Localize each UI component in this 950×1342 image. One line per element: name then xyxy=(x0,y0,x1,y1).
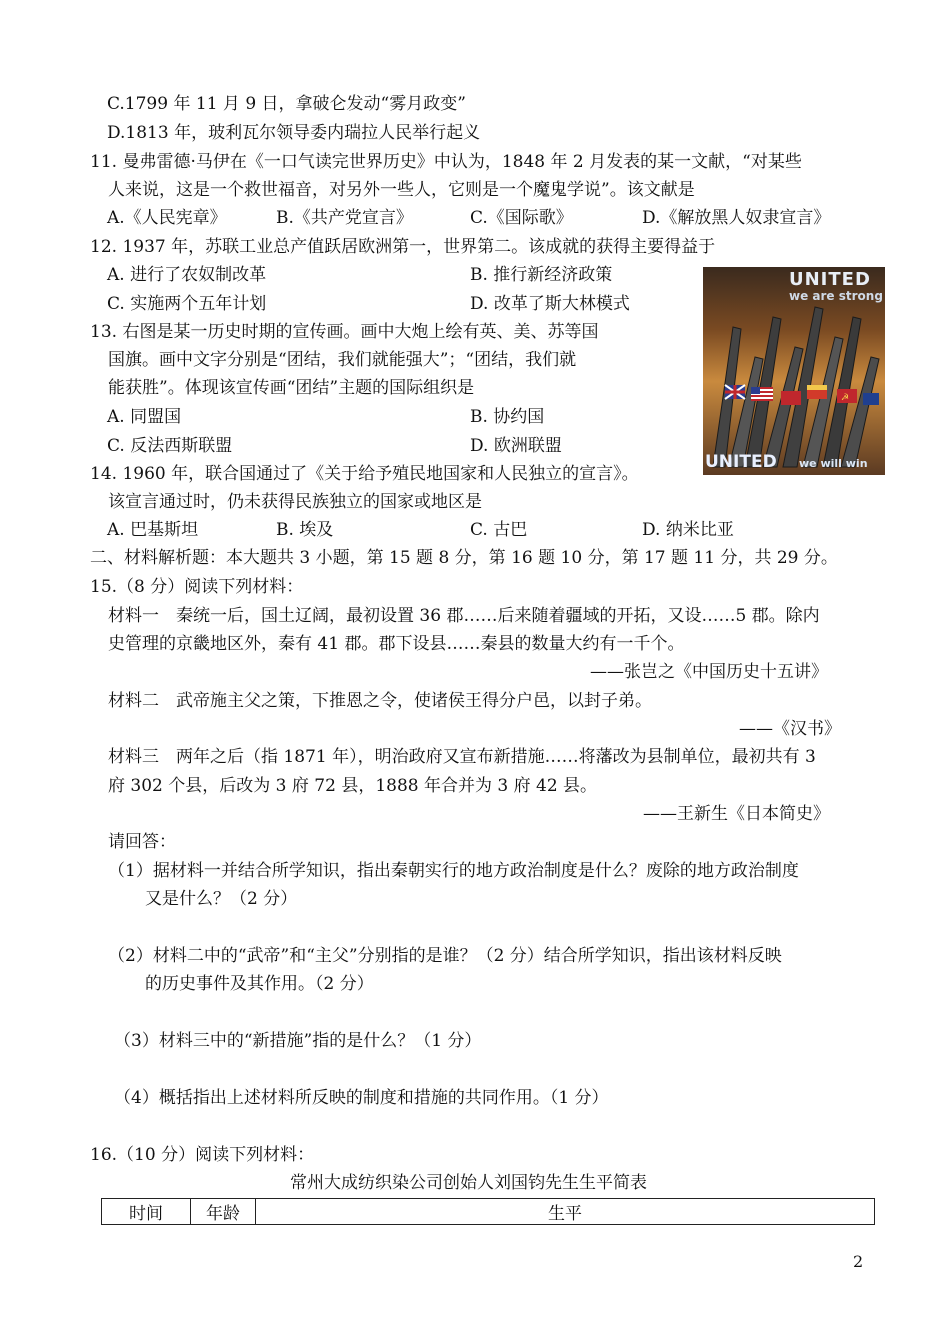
svg-text:☭: ☭ xyxy=(841,393,850,403)
section-2-heading: 二、材料解析题：本大题共 3 小题，第 15 题 8 分，第 16 题 10 分，第 17 题 11 分，共 29 分。 xyxy=(90,548,838,568)
option-c-q10: C.1799 年 11 月 9 日，拿破仑发动“雾月政变” xyxy=(107,94,466,114)
subquestion-4: （4）概括指出上述材料所反映的制度和措施的共同作用。（1 分） xyxy=(114,1088,609,1108)
q11-option-a: A.《人民宪章》 xyxy=(107,208,227,228)
q13-option-b: B. 协约国 xyxy=(470,407,545,427)
header-age: 年龄 xyxy=(191,1199,256,1225)
question-13-line2: 国旗。画中文字分别是“团结，我们就能强大”；“团结，我们就 xyxy=(108,350,577,370)
question-11-line2: 人来说，这是一个救世福音，对另外一些人，它则是一个魔鬼学说”。该文献是 xyxy=(108,180,695,200)
option-d-q10: D.1813 年，玻利瓦尔领导委内瑞拉人民举行起义 xyxy=(107,123,481,143)
question-14-line1: 14. 1960 年，联合国通过了《关于给予殖民地国家和人民独立的宣言》。 xyxy=(90,464,639,484)
poster-bottom-subtitle: we will win xyxy=(799,457,868,470)
q13-option-d: D. 欧洲联盟 xyxy=(470,436,562,456)
biography-table xyxy=(101,1198,875,1225)
q12-option-b: B. 推行新经济政策 xyxy=(470,265,613,285)
q14-option-c: C. 古巴 xyxy=(470,520,528,540)
question-14-line2: 该宣言通过时，仍未获得民族独立的国家或地区是 xyxy=(108,492,482,512)
table-header-row xyxy=(102,1199,875,1225)
q13-option-a: A. 同盟国 xyxy=(107,407,182,427)
material-3-line2: 府 302 个县，后改为 3 府 72 县，1888 年合并为 3 府 42 县。 xyxy=(108,776,598,796)
material-2-source: ——《汉书》 xyxy=(739,719,841,739)
q13-option-c: C. 反法西斯联盟 xyxy=(107,436,233,456)
subquestion-2-line1: （2）材料二中的“武帝”和“主父”分别指的是谁？（2 分）结合所学知识，指出该材料反映 xyxy=(108,946,782,966)
question-12: 12. 1937 年，苏联工业总产值跃居欧洲第一，世界第二。该成就的获得主要得益于 xyxy=(90,237,716,257)
question-11-line1: 11. 曼弗雷德·马伊在《一口气读完世界历史》中认为，1848 年 2 月发表的某一文献，“对某些 xyxy=(90,152,802,172)
poster-top-subtitle: we are strong xyxy=(789,289,883,303)
header-time: 时间 xyxy=(102,1199,191,1225)
propaganda-poster-image xyxy=(703,267,885,475)
q11-option-b: B.《共产党宣言》 xyxy=(276,208,413,228)
material-1-source: ——张岂之《中国历史十五讲》 xyxy=(590,662,828,682)
question-16-heading: 16.（10 分）阅读下列材料： xyxy=(90,1145,315,1165)
q14-option-b: B. 埃及 xyxy=(276,520,334,540)
material-3-line1: 材料三 两年之后（指 1871 年），明治政府又宣布新措施……将藩改为县制单位，最初共有 3 xyxy=(108,747,816,767)
subquestion-1-line1: （1）据材料一并结合所学知识，指出秦朝实行的地方政治制度是什么？废除的地方政治制度 xyxy=(108,861,799,881)
page-number: 2 xyxy=(853,1252,864,1271)
q12-option-c: C. 实施两个五年计划 xyxy=(107,294,267,314)
subquestion-1-line2: 又是什么？（2 分） xyxy=(145,889,298,909)
q11-option-c: C.《国际歌》 xyxy=(470,208,573,228)
material-3-source: ——王新生《日本简史》 xyxy=(643,804,830,824)
header-life: 生平 xyxy=(256,1199,875,1225)
subquestion-3: （3）材料三中的“新措施”指的是什么？（1 分） xyxy=(114,1031,482,1051)
table-title: 常州大成纺织染公司创始人刘国钧先生生平简表 xyxy=(290,1173,647,1193)
question-13-line1: 13. 右图是某一历史时期的宣传画。画中大炮上绘有英、美、苏等国 xyxy=(90,322,599,342)
material-2: 材料二 武帝施主父之策，下推恩之令，使诸侯王得分户邑，以封子弟。 xyxy=(108,691,652,711)
q11-option-d: D.《解放黑人奴隶宣言》 xyxy=(642,208,831,228)
material-1-line1: 材料一 秦统一后，国土辽阔，最初设置 36 郡……后来随着疆域的开拓，又设……5 郡。除内 xyxy=(108,606,820,626)
question-13-line3: 能获胜”。体现该宣传画“团结”主题的国际组织是 xyxy=(108,378,475,398)
q14-option-a: A. 巴基斯坦 xyxy=(107,520,199,540)
poster-top-title: UNITED xyxy=(789,269,871,290)
subquestion-2-line2: 的历史事件及其作用。（2 分） xyxy=(145,974,374,994)
q12-option-d: D. 改革了斯大林模式 xyxy=(470,294,630,314)
q14-option-d: D. 纳米比亚 xyxy=(642,520,734,540)
material-1-line2: 史管理的京畿地区外，秦有 41 郡。郡下设县……秦县的数量大约有一千个。 xyxy=(108,634,685,654)
question-15-heading: 15.（8 分）阅读下列材料： xyxy=(90,577,304,597)
poster-bottom-title: UNITED xyxy=(705,452,777,472)
q12-option-a: A. 进行了农奴制改革 xyxy=(107,265,267,285)
answer-prompt: 请回答： xyxy=(108,832,176,852)
